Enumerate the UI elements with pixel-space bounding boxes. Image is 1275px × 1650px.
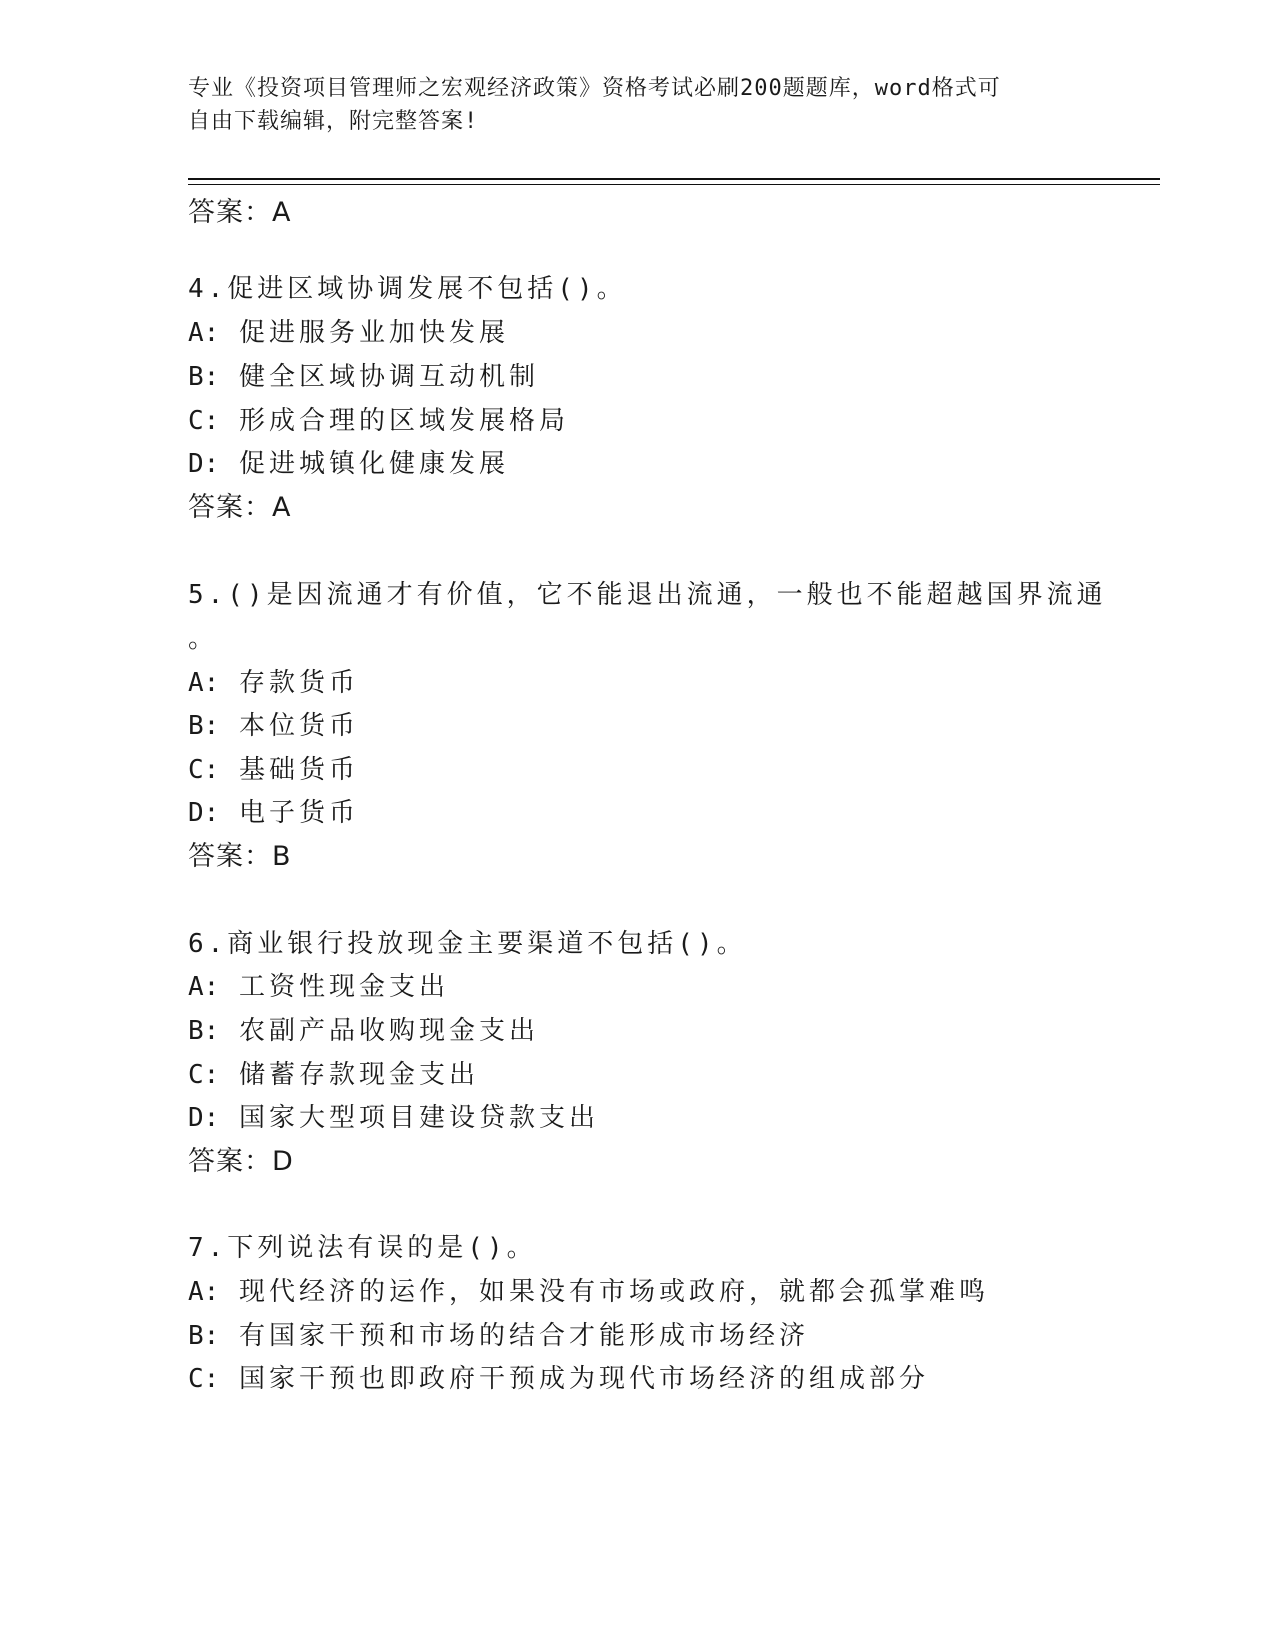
answer-line: 答案：B — [188, 841, 292, 872]
answer-value: B — [272, 841, 292, 872]
option-a: A: 工资性现金支出 — [188, 972, 449, 1002]
question-stem: 6.商业银行投放现金主要渠道不包括()。 — [188, 929, 747, 959]
option-d: D: 国家大型项目建设贷款支出 — [188, 1103, 599, 1133]
option-c: C: 基础货币 — [188, 755, 359, 785]
answer-value: A — [272, 197, 292, 228]
header-line-1: 专业《投资项目管理师之宏观经济政策》资格考试必刷200题题库，word格式可 — [188, 76, 1001, 101]
question-stem: 4.促进区域协调发展不包括()。 — [188, 274, 627, 304]
option-b: B: 本位货币 — [188, 711, 359, 741]
answer-line: 答案：A — [188, 197, 292, 228]
document-header — [188, 72, 1068, 138]
question-stem: 5.()是因流通才有价值，它不能退出流通，一般也不能超越国界流通 — [188, 580, 1107, 610]
option-b: B: 有国家干预和市场的结合才能形成市场经济 — [188, 1321, 809, 1351]
answer-value: D — [272, 1146, 294, 1177]
header-divider-thin — [188, 184, 1160, 185]
header-divider-thick — [188, 178, 1160, 180]
option-d: D: 电子货币 — [188, 798, 359, 828]
question-stem-continued: 。 — [188, 624, 219, 654]
option-a: A: 促进服务业加快发展 — [188, 318, 509, 348]
answer-value: A — [272, 492, 292, 523]
option-b: B: 健全区域协调互动机制 — [188, 362, 539, 392]
option-b: B: 农副产品收购现金支出 — [188, 1016, 539, 1046]
option-c: C: 形成合理的区域发展格局 — [188, 406, 569, 436]
answer-line: 答案：A — [188, 492, 292, 523]
option-d: D: 促进城镇化健康发展 — [188, 449, 509, 479]
option-c: C: 国家干预也即政府干预成为现代市场经济的组成部分 — [188, 1364, 929, 1394]
option-a: A: 存款货币 — [188, 668, 359, 698]
question-stem: 7.下列说法有误的是()。 — [188, 1233, 537, 1263]
answer-line: 答案：D — [188, 1146, 294, 1177]
header-line-2: 自由下载编辑，附完整答案! — [188, 109, 479, 134]
option-a: A: 现代经济的运作，如果没有市场或政府，就都会孤掌难鸣 — [188, 1277, 989, 1307]
option-c: C: 储蓄存款现金支出 — [188, 1060, 479, 1090]
